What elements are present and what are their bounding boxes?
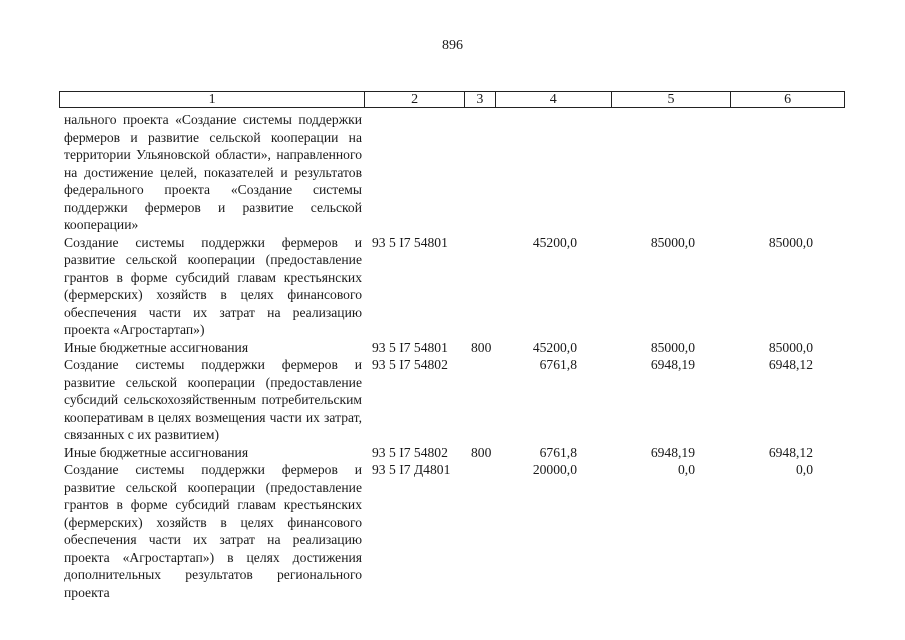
row-code: 93 5 I7 54801 [372,339,448,355]
row-value-col6: 85000,0 [768,339,813,355]
table-row [0,111,905,234]
table-body [0,111,905,601]
row-description: Создание системы поддержки фермеров и развитие сельской кооперации (предоставление грантов в форме субсидий главам крестьянских (фермерских) хозяйств в целях финансового обеспечения части их затрат на реализацию проекта «Агростартап») [64,234,362,337]
header-col-5: 5 [612,92,732,107]
row-value-col4: 45200,0 [532,339,577,355]
table-header [59,91,845,108]
row-code: 93 5 I7 54802 [372,357,448,372]
row-code: 93 5 I7 54802 [372,444,448,460]
row-value-col4: 20000,0 [532,462,577,477]
row-value-col5: 85000,0 [650,339,695,355]
row-description: Создание системы поддержки фермеров и развитие сельской кооперации (предоставление грантов в форме субсидий главам крестьянских (фермерских) хозяйств в целях финансового обеспечения части их затрат на реализацию проекта «Агростартап») в целях достижения дополнительных результатов регионального проекта [64,462,362,600]
table-row [0,339,905,357]
row-value-col4: 45200,0 [532,234,577,250]
table-row [0,444,905,462]
row-description: Создание системы поддержки фермеров и развитие сельской кооперации (предоставление субсидий сельскохозяйственным потребительским кооперативам в целях возмещения части их затрат, связанных с их развитием) [64,357,362,442]
row-type: 800 [471,444,492,460]
row-value-col6: 6948,12 [768,444,813,460]
row-value-col4: 6761,8 [539,357,577,372]
row-value-col4: 6761,8 [539,444,577,460]
header-col-2: 2 [365,92,465,107]
table-row [0,461,905,601]
row-value-col6: 6948,12 [768,357,813,372]
row-value-col5: 85000,0 [650,234,695,250]
row-value-col6: 0,0 [796,462,813,477]
header-col-1: 1 [60,92,365,107]
row-value-col5: 6948,19 [650,444,695,460]
row-code: 93 5 I7 54801 [372,234,448,250]
row-value-col5: 0,0 [678,462,695,477]
table-row [0,234,905,339]
row-description: Иные бюджетные ассигнования [64,444,249,460]
row-value-col6: 85000,0 [768,234,813,250]
row-type: 800 [471,339,492,355]
row-value-col5: 6948,19 [650,357,695,372]
table-row [0,356,905,444]
header-col-3: 3 [465,92,496,107]
row-code: 93 5 I7 Д4801 [372,462,451,477]
header-col-4: 4 [496,92,612,107]
row-description: Иные бюджетные ассигнования [64,339,249,355]
row-description: нального проекта «Создание системы поддержки фермеров и развитие сельской кооперации на территории Ульяновской области», направленного на достижение целей, показателей и результатов федерального проекта «Создание системы поддержки фермеров и развитие сельской кооперации» [64,112,362,232]
page-number: 896 [442,38,463,53]
header-col-6: 6 [784,92,792,107]
